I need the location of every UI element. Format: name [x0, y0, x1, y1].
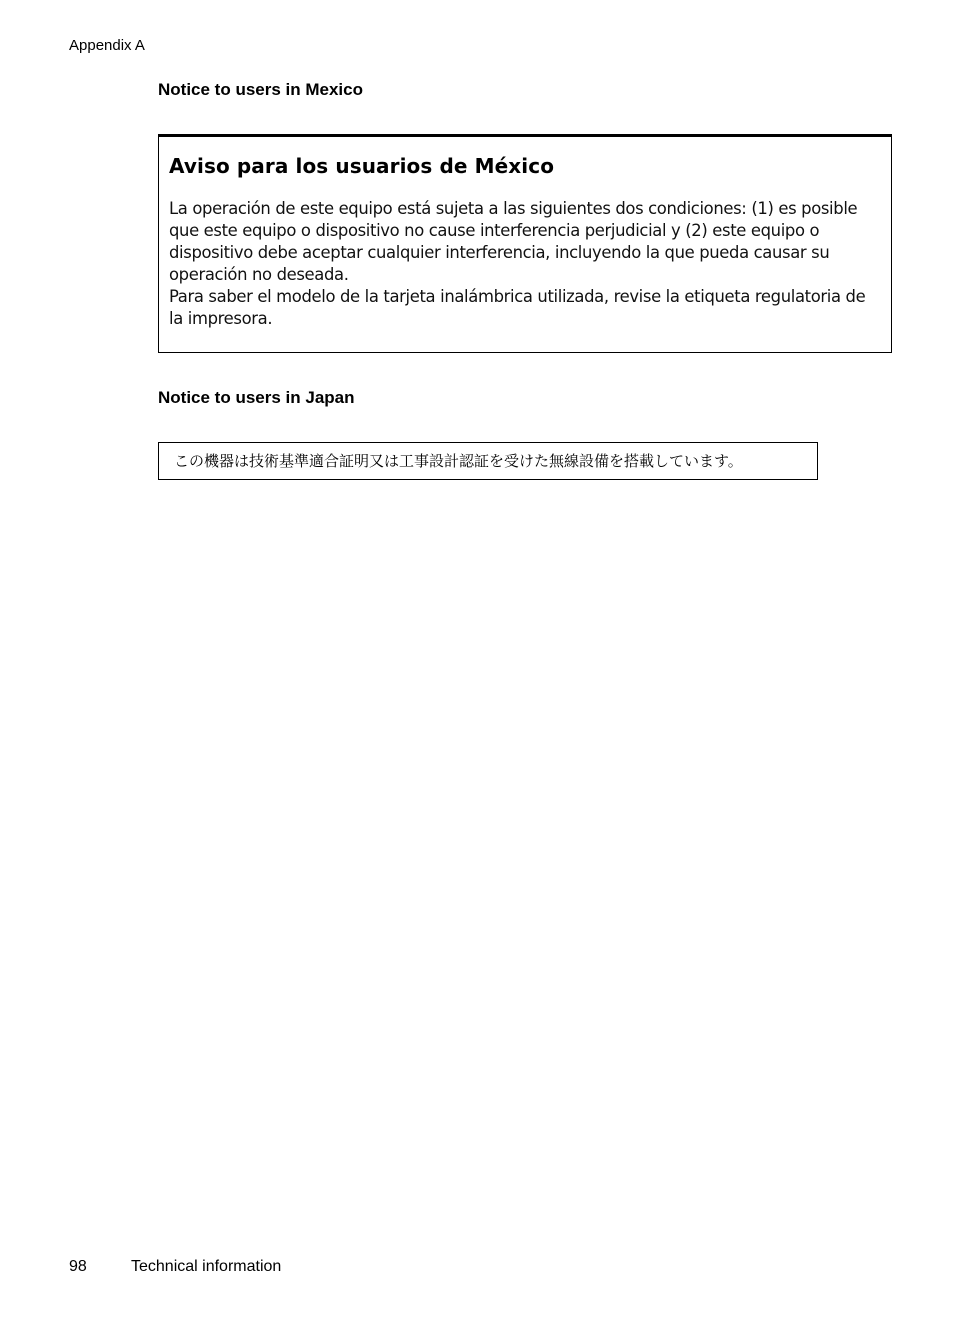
mexico-notice-title: Aviso para los usuarios de México	[169, 154, 555, 178]
page-number: 98	[69, 1258, 87, 1275]
running-header: Appendix A	[69, 37, 145, 54]
mexico-notice-paragraph-2: Para saber el modelo de la tarjeta inalámbrica utilizada, revise la etiqueta regulatoria de la impresora.	[169, 287, 866, 328]
mexico-section-title: Notice to users in Mexico	[158, 80, 363, 99]
mexico-notice-body	[169, 198, 879, 330]
japan-notice-box	[158, 442, 818, 480]
japan-notice-text: この機器は技術基準適合証明又は工事設計認証を受けた無線設備を搭載しています。	[174, 452, 743, 470]
japan-section-title: Notice to users in Japan	[158, 388, 355, 407]
mexico-notice-paragraph-1: La operación de este equipo está sujeta a las siguientes dos condiciones: (1) es posible que este equipo o dispositivo no cause interferencia perjudicial y (2) este equipo o dispositivo debe aceptar cualquier interferencia, incluyendo la que pueda causar su operación no deseada.	[169, 199, 858, 284]
footer-section-title: Technical information	[131, 1258, 282, 1275]
mexico-notice-box	[158, 134, 892, 353]
